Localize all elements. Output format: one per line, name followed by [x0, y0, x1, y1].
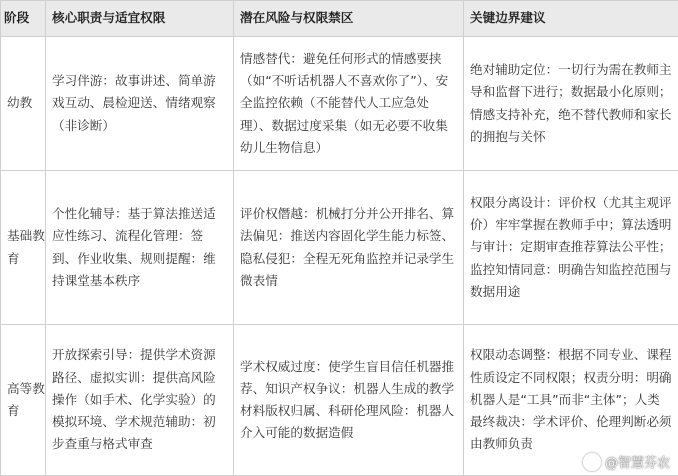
risks-cell: 学术权威过度：使学生盲目信任机器推荐、知识产权争议：机器人生成的教学材料版权归属、科研伦理风险：机器人介入可能的数据造假	[234, 325, 464, 476]
watermark	[583, 452, 670, 471]
table-row	[1, 325, 678, 476]
header-duties: 核心职责与适宜权限	[46, 1, 234, 37]
header-risks: 潜在风险与权限禁区	[234, 1, 464, 37]
stage-cell: 幼教	[1, 37, 46, 171]
watermark-text: @智慧芬农	[605, 452, 670, 471]
table-header-row	[1, 1, 678, 37]
duties-cell: 开放探索引导：提供学术资源路径、虚拟实训：提供高风险操作（如手术、化学实验）的模拟环境、学术规范辅助：初步查重与格式审查	[46, 325, 234, 476]
risks-cell: 评价权僭越：机械打分并公开排名、算法偏见：推送内容固化学生能力标签、隐私侵犯：全程无死角监控并记录学生微表情	[234, 171, 464, 325]
duties-cell: 学习伴游：故事讲述、简单游戏互动、晨检迎送、情绪观察（非诊断）	[46, 37, 234, 171]
table-row	[1, 37, 678, 171]
stage-cell: 基础教育	[1, 171, 46, 325]
duties-cell: 个性化辅导：基于算法推送适应性练习、流程化管理：签到、作业收集、规则提醒：维持课堂基本秩序	[46, 171, 234, 325]
advice-cell: 绝对辅助定位：一切行为需在教师主导和监督下进行；数据最小化原则；情感支持补充，绝不替代教师和家长的拥抱与关怀	[464, 37, 678, 171]
table-row	[1, 171, 678, 325]
wechat-channel-icon	[583, 453, 601, 471]
advice-cell: 权限动态调整：根据不同专业、课程性质设定不同权限；权责分明：明确机器人是“工具”而非“主体”；人类最终裁决：学术评价、伦理判断必须由教师负责	[464, 325, 678, 476]
advice-cell: 权限分离设计：评价权（尤其主观评价）牢牢掌握在教师手中；算法透明与审计：定期审查推荐算法公平性；监控知情同意：明确告知监控范围与数据用途	[464, 171, 678, 325]
header-stage: 阶段	[1, 1, 46, 37]
risks-cell: 情感替代：避免任何形式的情感要挟（如“不听话机器人不喜欢你了”）、安全监控依赖（不能替代人工应急处理）、数据过度采集（如无必要不收集幼儿生物信息）	[234, 37, 464, 171]
stage-cell: 高等教育	[1, 325, 46, 476]
header-advice: 关键边界建议	[464, 1, 678, 37]
